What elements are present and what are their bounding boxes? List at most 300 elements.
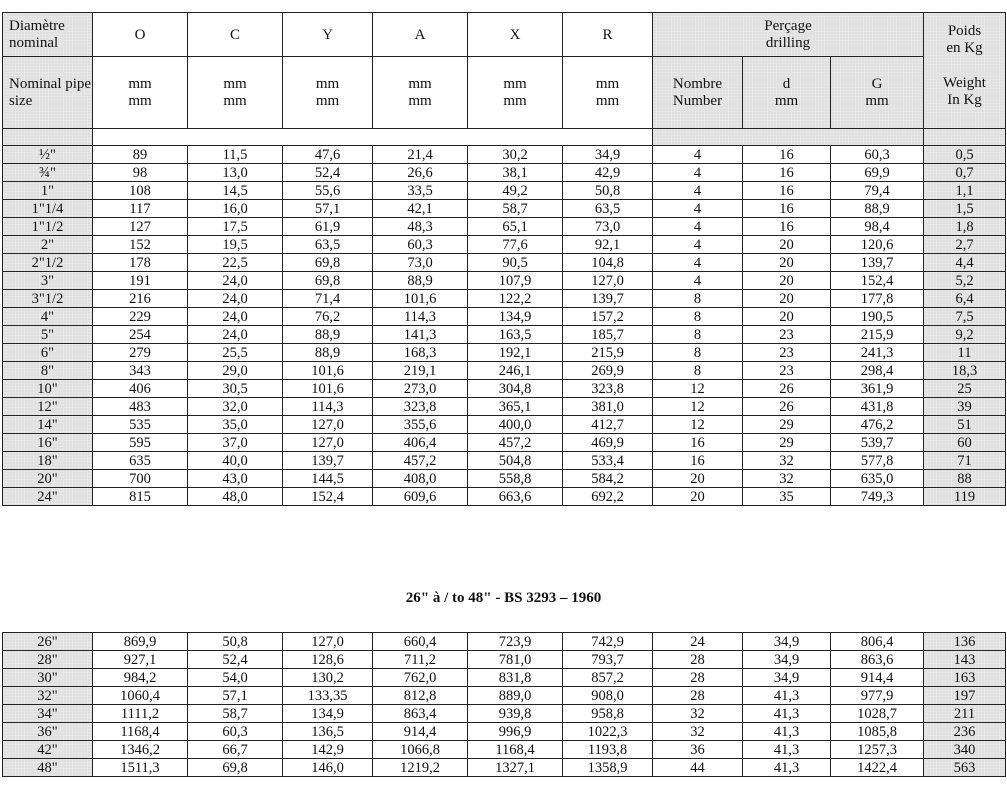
row-weight-cell: 11	[924, 344, 1006, 362]
header-col-a: A	[373, 13, 468, 57]
separator-cell	[924, 129, 1006, 146]
unit-label: mm	[408, 75, 432, 92]
flange-dimensions-table-large	[2, 632, 1006, 777]
row-value-cell: 749,3	[831, 488, 924, 506]
row-value-cell: 12	[653, 416, 743, 434]
header-bolt-d	[743, 57, 831, 129]
row-value-cell: 127,0	[283, 416, 373, 434]
row-value-cell: 469,9	[563, 434, 653, 452]
row-value-cell: 8	[653, 326, 743, 344]
header-unit-r	[563, 57, 653, 129]
row-value-cell: 60,3	[831, 146, 924, 164]
row-size-cell: 14"	[3, 416, 93, 434]
row-weight-cell: 18,3	[924, 362, 1006, 380]
row-weight-cell: 197	[924, 687, 1006, 705]
table-row	[3, 488, 1006, 506]
row-value-cell: 28	[653, 651, 743, 669]
row-value-cell: 192,1	[468, 344, 563, 362]
header-g: G	[871, 75, 883, 92]
table-row	[3, 759, 1006, 777]
row-value-cell: 700	[93, 470, 188, 488]
row-value-cell: 117	[93, 200, 188, 218]
row-value-cell: 32	[653, 723, 743, 741]
row-value-cell: 41,3	[743, 687, 831, 705]
row-value-cell: 29	[743, 416, 831, 434]
row-value-cell: 190,5	[831, 308, 924, 326]
table-row	[3, 218, 1006, 236]
table-row	[3, 669, 1006, 687]
row-weight-cell: 25	[924, 380, 1006, 398]
row-value-cell: 4	[653, 272, 743, 290]
row-weight-cell: 6,4	[924, 290, 1006, 308]
unit-label: mm	[503, 92, 527, 109]
row-value-cell: 16	[743, 164, 831, 182]
row-value-cell: 69,8	[283, 254, 373, 272]
row-value-cell: 304,8	[468, 380, 563, 398]
table-row	[3, 290, 1006, 308]
table-row	[3, 272, 1006, 290]
table-row	[3, 308, 1006, 326]
header-unit-x	[468, 57, 563, 129]
row-value-cell: 13,0	[188, 164, 283, 182]
row-value-cell: 273,0	[373, 380, 468, 398]
header-col-y: Y	[283, 13, 373, 57]
row-weight-cell: 563	[924, 759, 1006, 777]
unit-label: mm	[408, 92, 432, 109]
row-weight-cell: 60	[924, 434, 1006, 452]
row-value-cell: 20	[743, 290, 831, 308]
row-value-cell: 584,2	[563, 470, 653, 488]
row-value-cell: 927,1	[93, 651, 188, 669]
row-value-cell: 55,6	[283, 182, 373, 200]
row-value-cell: 40,0	[188, 452, 283, 470]
row-value-cell: 66,7	[188, 741, 283, 759]
row-value-cell: 134,9	[283, 705, 373, 723]
row-weight-cell: 4,4	[924, 254, 1006, 272]
row-value-cell: 815	[93, 488, 188, 506]
table-row	[3, 723, 1006, 741]
row-value-cell: 20	[743, 236, 831, 254]
row-value-cell: 49,2	[468, 182, 563, 200]
row-value-cell: 660,4	[373, 633, 468, 651]
table-row	[3, 236, 1006, 254]
header-unit-y	[283, 57, 373, 129]
row-value-cell: 50,8	[563, 182, 653, 200]
row-value-cell: 16,0	[188, 200, 283, 218]
row-value-cell: 19,5	[188, 236, 283, 254]
table-row	[3, 633, 1006, 651]
row-value-cell: 24,0	[188, 308, 283, 326]
table-row	[3, 434, 1006, 452]
row-value-cell: 977,9	[831, 687, 924, 705]
table-row	[3, 452, 1006, 470]
row-value-cell: 90,5	[468, 254, 563, 272]
row-value-cell: 41,3	[743, 741, 831, 759]
row-weight-cell: 5,2	[924, 272, 1006, 290]
row-value-cell: 23	[743, 326, 831, 344]
row-value-cell: 16	[743, 182, 831, 200]
row-value-cell: 28	[653, 669, 743, 687]
unit-label: mm	[595, 92, 620, 109]
row-value-cell: 1257,3	[831, 741, 924, 759]
row-value-cell: 663,6	[468, 488, 563, 506]
header-weight-en: Weight In Kg	[943, 75, 986, 108]
row-value-cell: 127,0	[283, 434, 373, 452]
row-weight-cell: 88	[924, 470, 1006, 488]
row-size-cell: 5"	[3, 326, 93, 344]
row-value-cell: 24,0	[188, 272, 283, 290]
row-value-cell: 1168,4	[93, 723, 188, 741]
row-value-cell: 229	[93, 308, 188, 326]
row-value-cell: 431,8	[831, 398, 924, 416]
row-weight-cell: 340	[924, 741, 1006, 759]
row-value-cell: 4	[653, 254, 743, 272]
separator-row	[3, 129, 1006, 146]
row-value-cell: 863,6	[831, 651, 924, 669]
row-value-cell: 857,2	[563, 669, 653, 687]
row-value-cell: 355,6	[373, 416, 468, 434]
row-value-cell: 16	[743, 146, 831, 164]
row-value-cell: 711,2	[373, 651, 468, 669]
row-value-cell: 1422,4	[831, 759, 924, 777]
row-value-cell: 831,8	[468, 669, 563, 687]
row-value-cell: 32	[743, 470, 831, 488]
row-value-cell: 136,5	[283, 723, 373, 741]
separator-cell	[93, 129, 653, 146]
row-value-cell: 381,0	[563, 398, 653, 416]
row-value-cell: 20	[743, 254, 831, 272]
row-value-cell: 1219,2	[373, 759, 468, 777]
table-row	[3, 182, 1006, 200]
row-value-cell: 185,7	[563, 326, 653, 344]
table-row	[3, 741, 1006, 759]
row-weight-cell: 51	[924, 416, 1006, 434]
row-value-cell: 254	[93, 326, 188, 344]
header-col-r: R	[563, 13, 653, 57]
table-row	[3, 362, 1006, 380]
row-value-cell: 457,2	[468, 434, 563, 452]
row-value-cell: 12	[653, 380, 743, 398]
row-size-cell: 2"1/2	[3, 254, 93, 272]
row-value-cell: 939,8	[468, 705, 563, 723]
row-value-cell: 41,3	[743, 705, 831, 723]
row-value-cell: 635,0	[831, 470, 924, 488]
header-number: Number	[672, 92, 723, 109]
row-value-cell: 33,5	[373, 182, 468, 200]
header-bolt-g	[831, 57, 924, 129]
header-drilling	[653, 13, 924, 57]
row-value-cell: 48,0	[188, 488, 283, 506]
row-value-cell: 215,9	[831, 326, 924, 344]
row-value-cell: 20	[653, 488, 743, 506]
row-value-cell: 114,3	[373, 308, 468, 326]
unit-label: mm	[774, 92, 799, 109]
row-value-cell: 157,2	[563, 308, 653, 326]
row-value-cell: 42,1	[373, 200, 468, 218]
header-drilling-en: drilling	[765, 34, 811, 51]
row-value-cell: 152,4	[831, 272, 924, 290]
table-row	[3, 398, 1006, 416]
table-row	[3, 470, 1006, 488]
row-value-cell: 142,9	[283, 741, 373, 759]
row-value-cell: 69,8	[188, 759, 283, 777]
section-caption: 26" à / to 48" - BS 3293 – 1960	[405, 590, 602, 606]
row-value-cell: 26,6	[373, 164, 468, 182]
row-value-cell: 20	[653, 470, 743, 488]
row-weight-cell: 211	[924, 705, 1006, 723]
row-value-cell: 1111,2	[93, 705, 188, 723]
row-value-cell: 191	[93, 272, 188, 290]
row-size-cell: 32"	[3, 687, 93, 705]
row-value-cell: 16	[743, 218, 831, 236]
row-value-cell: 63,5	[563, 200, 653, 218]
row-value-cell: 914,4	[373, 723, 468, 741]
row-weight-cell: 119	[924, 488, 1006, 506]
row-value-cell: 69,8	[283, 272, 373, 290]
row-value-cell: 323,8	[373, 398, 468, 416]
row-value-cell: 54,0	[188, 669, 283, 687]
row-weight-cell: 1,5	[924, 200, 1006, 218]
row-value-cell: 52,4	[188, 651, 283, 669]
row-value-cell: 114,3	[283, 398, 373, 416]
header-drilling-fr: Perçage	[764, 17, 812, 34]
row-value-cell: 30,2	[468, 146, 563, 164]
unit-label: mm	[315, 75, 340, 92]
row-value-cell: 26	[743, 380, 831, 398]
row-value-cell: 323,8	[563, 380, 653, 398]
row-value-cell: 79,4	[831, 182, 924, 200]
row-size-cell: 1"	[3, 182, 93, 200]
row-value-cell: 889,0	[468, 687, 563, 705]
row-value-cell: 77,6	[468, 236, 563, 254]
row-size-cell: 20"	[3, 470, 93, 488]
row-value-cell: 361,9	[831, 380, 924, 398]
table-row	[3, 687, 1006, 705]
row-value-cell: 8	[653, 290, 743, 308]
row-value-cell: 88,9	[283, 326, 373, 344]
unit-label: mm	[503, 75, 527, 92]
row-value-cell: 101,6	[283, 380, 373, 398]
row-value-cell: 1060,4	[93, 687, 188, 705]
row-value-cell: 98,4	[831, 218, 924, 236]
row-value-cell: 144,5	[283, 470, 373, 488]
row-size-cell: 10"	[3, 380, 93, 398]
unit-label: mm	[223, 92, 247, 109]
row-size-cell: 48"	[3, 759, 93, 777]
row-value-cell: 139,7	[283, 452, 373, 470]
row-value-cell: 32	[653, 705, 743, 723]
row-value-cell: 4	[653, 146, 743, 164]
header-nominal-diameter-fr: Diamètre nominal	[3, 13, 93, 57]
row-value-cell: 365,1	[468, 398, 563, 416]
header-unit-a	[373, 57, 468, 129]
row-value-cell: 61,9	[283, 218, 373, 236]
row-value-cell: 908,0	[563, 687, 653, 705]
row-value-cell: 38,1	[468, 164, 563, 182]
row-value-cell: 4	[653, 182, 743, 200]
row-value-cell: 73,0	[373, 254, 468, 272]
row-value-cell: 781,0	[468, 651, 563, 669]
row-value-cell: 76,2	[283, 308, 373, 326]
row-size-cell: 6"	[3, 344, 93, 362]
row-weight-cell: 1,8	[924, 218, 1006, 236]
row-value-cell: 23	[743, 362, 831, 380]
table-row	[3, 164, 1006, 182]
row-value-cell: 48,3	[373, 218, 468, 236]
row-value-cell: 73,0	[563, 218, 653, 236]
row-value-cell: 88,9	[373, 272, 468, 290]
row-value-cell: 457,2	[373, 452, 468, 470]
row-value-cell: 412,7	[563, 416, 653, 434]
row-size-cell: 12"	[3, 398, 93, 416]
row-value-cell: 34,9	[743, 669, 831, 687]
row-size-cell: 28"	[3, 651, 93, 669]
row-value-cell: 742,9	[563, 633, 653, 651]
row-value-cell: 60,3	[188, 723, 283, 741]
header-weight-fr: Poids en Kg	[946, 23, 983, 56]
row-value-cell: 17,5	[188, 218, 283, 236]
row-value-cell: 483	[93, 398, 188, 416]
row-size-cell: 42"	[3, 741, 93, 759]
row-value-cell: 219,1	[373, 362, 468, 380]
row-value-cell: 69,9	[831, 164, 924, 182]
row-weight-cell: 0,5	[924, 146, 1006, 164]
header-nombre: Nombre	[672, 75, 723, 92]
row-value-cell: 36	[653, 741, 743, 759]
row-value-cell: 723,9	[468, 633, 563, 651]
row-value-cell: 595	[93, 434, 188, 452]
row-value-cell: 793,7	[563, 651, 653, 669]
table-row	[3, 416, 1006, 434]
row-value-cell: 16	[743, 200, 831, 218]
row-value-cell: 812,8	[373, 687, 468, 705]
row-value-cell: 24,0	[188, 290, 283, 308]
row-value-cell: 20	[743, 272, 831, 290]
table-row	[3, 651, 1006, 669]
row-value-cell: 246,1	[468, 362, 563, 380]
row-value-cell: 996,9	[468, 723, 563, 741]
row-value-cell: 57,1	[188, 687, 283, 705]
row-size-cell: 4"	[3, 308, 93, 326]
table-body-upper	[3, 146, 1006, 506]
row-weight-cell: 163	[924, 669, 1006, 687]
row-value-cell: 241,3	[831, 344, 924, 362]
separator-cell	[3, 129, 93, 146]
row-value-cell: 21,4	[373, 146, 468, 164]
row-size-cell: 36"	[3, 723, 93, 741]
row-value-cell: 35	[743, 488, 831, 506]
row-size-cell: 16"	[3, 434, 93, 452]
row-value-cell: 42,9	[563, 164, 653, 182]
header-weight	[924, 13, 1006, 129]
row-value-cell: 1066,8	[373, 741, 468, 759]
header-unit-c	[188, 57, 283, 129]
row-value-cell: 88,9	[831, 200, 924, 218]
table-row	[3, 705, 1006, 723]
row-value-cell: 41,3	[743, 723, 831, 741]
row-value-cell: 11,5	[188, 146, 283, 164]
row-size-cell: 26"	[3, 633, 93, 651]
row-value-cell: 28	[653, 687, 743, 705]
row-value-cell: 107,9	[468, 272, 563, 290]
unit-label: mm	[128, 92, 152, 109]
row-value-cell: 1327,1	[468, 759, 563, 777]
row-value-cell: 24	[653, 633, 743, 651]
row-value-cell: 20	[743, 308, 831, 326]
row-value-cell: 504,8	[468, 452, 563, 470]
row-value-cell: 476,2	[831, 416, 924, 434]
row-size-cell: 3"	[3, 272, 93, 290]
row-weight-cell: 2,7	[924, 236, 1006, 254]
row-size-cell: 34"	[3, 705, 93, 723]
row-value-cell: 152	[93, 236, 188, 254]
table-row	[3, 344, 1006, 362]
row-value-cell: 65,1	[468, 218, 563, 236]
row-value-cell: 577,8	[831, 452, 924, 470]
row-value-cell: 984,2	[93, 669, 188, 687]
row-value-cell: 4	[653, 200, 743, 218]
row-value-cell: 50,8	[188, 633, 283, 651]
table-row	[3, 146, 1006, 164]
row-value-cell: 14,5	[188, 182, 283, 200]
header-unit-o	[93, 57, 188, 129]
row-size-cell: 24"	[3, 488, 93, 506]
row-value-cell: 32	[743, 452, 831, 470]
row-value-cell: 609,6	[373, 488, 468, 506]
row-value-cell: 863,4	[373, 705, 468, 723]
row-value-cell: 408,0	[373, 470, 468, 488]
row-value-cell: 52,4	[283, 164, 373, 182]
row-weight-cell: 236	[924, 723, 1006, 741]
row-value-cell: 127,0	[283, 633, 373, 651]
row-value-cell: 1022,3	[563, 723, 653, 741]
row-value-cell: 8	[653, 344, 743, 362]
row-value-cell: 558,8	[468, 470, 563, 488]
unit-label: mm	[865, 92, 889, 109]
row-value-cell: 63,5	[283, 236, 373, 254]
row-value-cell: 146,0	[283, 759, 373, 777]
row-value-cell: 60,3	[373, 236, 468, 254]
row-value-cell: 127,0	[563, 272, 653, 290]
header-nominal-pipe-size-en: Nominal pipe size	[3, 57, 93, 129]
unit-label: mm	[128, 75, 152, 92]
header-d: d	[782, 75, 791, 92]
row-value-cell: 141,3	[373, 326, 468, 344]
row-value-cell: 98	[93, 164, 188, 182]
row-value-cell: 4	[653, 164, 743, 182]
row-value-cell: 958,8	[563, 705, 653, 723]
row-value-cell: 216	[93, 290, 188, 308]
unit-label: mm	[315, 92, 340, 109]
header-col-o: O	[93, 13, 188, 57]
row-value-cell: 8	[653, 308, 743, 326]
header-col-x: X	[468, 13, 563, 57]
row-value-cell: 88,9	[283, 344, 373, 362]
row-value-cell: 4	[653, 236, 743, 254]
separator-cell	[653, 129, 924, 146]
row-size-cell: 8"	[3, 362, 93, 380]
row-size-cell: ½"	[3, 146, 93, 164]
row-value-cell: 34,9	[743, 651, 831, 669]
row-value-cell: 29	[743, 434, 831, 452]
row-value-cell: 400,0	[468, 416, 563, 434]
table-body-lower	[3, 633, 1006, 777]
row-weight-cell: 71	[924, 452, 1006, 470]
row-value-cell: 44	[653, 759, 743, 777]
row-value-cell: 12	[653, 398, 743, 416]
row-value-cell: 298,4	[831, 362, 924, 380]
row-value-cell: 692,2	[563, 488, 653, 506]
